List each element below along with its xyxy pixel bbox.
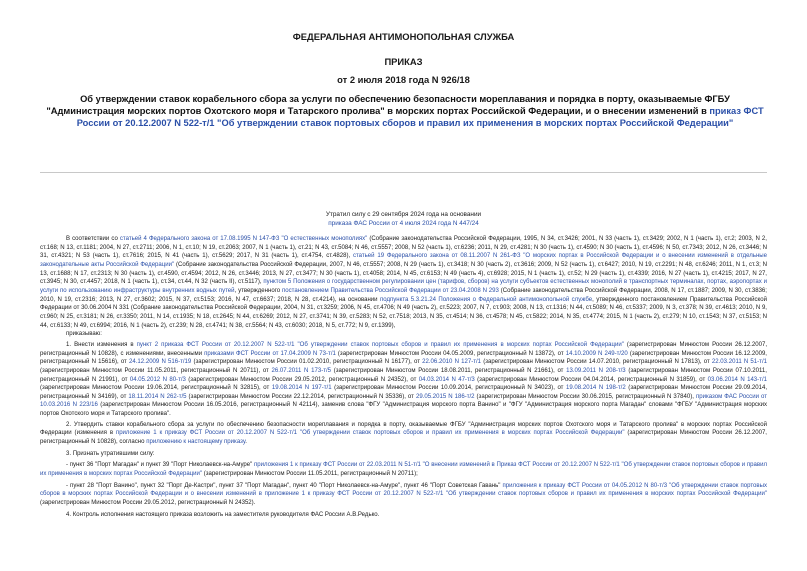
document-title xyxy=(40,93,770,129)
text-segment: (зарегистрирован Минюстом России 22.12.2014, регистрационный N 35336), от xyxy=(186,393,416,400)
lost-force-link[interactable]: приказа ФАС России от 4 июля 2024 года N 447/24 xyxy=(328,219,479,227)
reference-link[interactable]: приложения к приказу ФСТ России от 04.05.2012 N 80-т/3 "Об утверждении ставок портовых сборов в морских портах Российской Федерации и о внесении изменений в приложение 1 к приказу ФСТ России от 20.12.2007 N 522-т/1 "Об утверждении ставок портовых сборов и правил их применения в морских портах Российской Федерации" xyxy=(40,482,767,498)
order-word: приказываю: xyxy=(66,331,102,338)
item-2 xyxy=(40,421,767,447)
reference-link[interactable]: 29.05.2015 N 186-т/2 xyxy=(415,393,475,400)
text-segment: (зарегистрирован Минюстом России 18.08.2011, регистрационный N 21661), от xyxy=(331,367,567,374)
item-3-title: 3. Признать утратившими силу: xyxy=(66,450,155,457)
reference-link[interactable]: пункт 2 приказа ФСТ России от 20.12.2007 N 522-т/1 "Об утверждении ставок портовых сборов и правил их применения в морских портах Российской Федерации" xyxy=(136,341,624,348)
reference-link[interactable]: приказами ФСТ России от 17.04.2009 N 73-т/1 xyxy=(204,350,336,357)
item-3a xyxy=(40,461,767,478)
text-segment: (зарегистрирован Минюстом России 04.04.2014, регистрационный N 31859), от xyxy=(474,376,708,383)
text-segment: (зарегистрирован Минюстом России 11.05.2011, регистрационный N 20711), от xyxy=(40,367,272,374)
text-segment: (зарегистрирован Минюстом России 01.02.2010, регистрационный N 16177), от xyxy=(191,359,423,366)
reference-link[interactable]: статьей 19 Федерального закона от 08.11.2007 N 261-ФЗ "О морских портах в Российской Федерации и о внесении изменений в отдельные законодательные акты Российской Федерации" xyxy=(40,253,767,268)
reference-link[interactable]: приложению к настоящему приказу xyxy=(146,439,246,446)
text-segment: (зарегистрирован Минюстом России 29.05.2012, регистрационный N 24352). xyxy=(40,500,256,507)
reference-link[interactable]: 19.08.2014 N 197-т/1 xyxy=(271,385,332,392)
item-4: 4. Контроль исполнения настоящего приказа возложить на заместителя руководителя ФАС России А.В.Редько. xyxy=(66,511,380,518)
reference-link[interactable]: пунктом 5 Положения о государственном регулировании цен (тарифов, сборов) на услуги субъектов естественных монополий в транспортных терминалах, портах, аэропортах и услуги по использованию инфраструктуры внутренних водных путей xyxy=(40,279,767,294)
text-segment: - пункт 28 "Порт Ванино", пункт 32 "Порт Де-Кастри", пункт 37 "Порт Магадан", пункт 40 "Порт Николаевск-на-Амуре", пункт 46 "Порт Советская Гавань" xyxy=(66,482,503,489)
lost-force-text: Утратил силу с 29 сентября 2024 года на основании xyxy=(325,211,482,218)
reference-link[interactable]: постановлением Правительства Российской Федерации от 23.04.2008 N 293 xyxy=(282,287,499,294)
text-segment: (зарегистрирован Минюстом России 04.05.2009, регистрационный N 13872), от xyxy=(335,350,566,357)
text-segment: 1. Внести изменения в xyxy=(66,341,137,348)
text-segment: (Собрание законодательства Российской Федерации, 2008, N 17, ст.1887; 2009, N 30, ст.3836; 2010, N 19, ст.2316; 2013, N 27, ст.3602; 2015, N 37, ст.5153; 2016, N 47, ст.6637; 2018, N 28, ст.4214), на основании xyxy=(40,287,767,303)
title-link[interactable]: приказ ФСТ России от 20.12.2007 N 522-т/1 "Об утверждении ставок портовых сборов и правил их применения в морских портах Российской Федерации" xyxy=(76,106,764,128)
reference-link[interactable]: 22.03.2011 N 51-т/1 xyxy=(711,359,767,366)
text-segment: (зарегистрирован Минюстом России 26.12.2007, регистрационный N 10828), согласно xyxy=(40,430,767,446)
lost-force-note xyxy=(0,211,807,228)
text-segment: , утвержденного xyxy=(234,287,282,294)
item-1 xyxy=(40,341,767,419)
text-segment: (зарегистрирован Минюстом России 16.12.2009, регистрационный N 15616), от xyxy=(40,350,767,366)
text-segment: 2. Утвердить ставки корабельного сбора за услуги по обеспечению безопасности мореплавания и порядка в порту, оказываемые ФГБУ "Администрация морских портов Охотского моря и Татарского пролива" в морских портах Российской Федерации (изменения в xyxy=(40,421,767,437)
reference-link[interactable]: приказом ФАС России от 10.03.2016 N 223/16 xyxy=(40,393,767,409)
text-segment: (Собрание законодательства Российской Федерации, 2007, N 46, ст.5557; 2008, N 29 (часть 1), ст.3418; N 30 (часть 2), ст.3616; 2009, N 52 (часть 1), ст.6427; 2010, N 19, ст.2291; N 48, ст.6246; 2011, N 1, ст.3; N 13, ст.1688; N 17, ст.2313; N 30 (часть 1), ст.4590, ст.4594; 2012, N 26, ст.3446; 2013, N 27, ст.3477; N 30 (часть 1), ст.4058; 2014, N 45, ст.6153; N 49 (часть 4), ст.6928; 2015, N 1 (часть 1), ст.52; N 29 (часть 1), ст.4339; 2016, N 27 (часть 1), ст.4215; 2017, N 27, ст.3945; N 30, ст.4457; 2018, N 1 (часть 1), ст.34, ст.44, N 32 (часть II), ст.5117), xyxy=(40,261,767,286)
reference-link[interactable]: 26.07.2011 N 173-т/5 xyxy=(271,367,332,374)
reference-link[interactable]: 03.06.2014 N 143-т/1 xyxy=(707,376,767,383)
preamble xyxy=(40,235,767,330)
text-segment: (зарегистрирован Минюстом России 26.12.2007, регистрационный N 10828), с изменениями, внесенными xyxy=(40,341,767,357)
reference-link[interactable]: статьей 4 Федерального закона от 17.08.1995 N 147-ФЗ "О естественных монополиях" xyxy=(119,236,368,242)
text-segment: (зарегистрирован Минюстом России 30.06.2015, регистрационный N 37840), xyxy=(474,393,696,400)
reference-link[interactable]: 22.06.2010 N 127-т/1 xyxy=(422,359,482,366)
text-segment: В соответствии со xyxy=(66,236,120,242)
text-segment: (зарегистрирован Минюстом России 16.05.2016, регистрационный N 42114), заменив слова "ФГУ "Администрация морского порта Ванино" и "ФГУ "Администрация морского порта Магадан" словами "ФГБУ "Администрация морских портов Охотского моря и Татарского пролива". xyxy=(40,402,767,418)
document-body xyxy=(40,235,767,519)
divider xyxy=(40,172,767,173)
reference-link[interactable]: приложение 1 к приказу ФСТ России от 20.12.2007 N 522-т/1 "Об утверждении ставок портовых сборов и правил их применения в морских портах Российской Федерации" xyxy=(115,430,625,437)
reference-link[interactable]: 13.09.2011 N 208-т/3 xyxy=(566,367,626,374)
reference-link[interactable]: 18.11.2014 N 262-т/5 xyxy=(128,393,187,400)
reference-link[interactable]: 04.03.2014 N 47-т/3 xyxy=(418,376,475,383)
text-segment: (зарегистрирован Минюстом России 10.09.2014, регистрационный N 34023), от xyxy=(331,385,567,392)
reference-link[interactable]: 14.10.2009 N 249-т/20 xyxy=(565,350,628,357)
reference-link[interactable]: 04.05.2012 N 80-т/3 xyxy=(129,376,186,383)
text-segment: - пункт 36 "Порт Магадан" и пункт 39 "Порт Николаевск-на-Амуре" xyxy=(66,462,255,469)
reference-link[interactable]: 24.12.2009 N 516-т/19 xyxy=(129,359,192,366)
document-type: ПРИКАЗ xyxy=(384,56,423,67)
text-segment: (Собрание законодательства Российской Федерации, 1995, N 34, ст.3426; 2001, N 33 (часть 1), ст.3429; 2002, N 1 (часть 1), ст.2; 2003, N 2, ст.168; N 13, ст.1181; 2004, N 27, ст.2711; 2006, N 1, ст.10; N 19, ст.2063; 2007, N 1 (часть 1), ст.21; N 43, ст.5084; N 46, ст.5557; 2008, N 52 (часть 1), ст.6236; 2011, N 29, ст.4281; N 30 (часть 1), ст.4590; N 30 (часть 1), ст.4596; N 50, ст.7343; 2012, N 26, ст.3446; N 31, ст.4321; N 53 (часть 1), ст.7616; 2015, N 41 (часть 1), ст.5629; 2017, N 31 (часть 1), ст.4754, ст.4828), xyxy=(40,236,767,260)
text-segment: (зарегистрирован Минюстом России 11.05.2011, регистрационный N 20711); xyxy=(202,471,418,478)
document-date: от 2 июля 2018 года N 926/18 xyxy=(337,74,470,85)
text-segment: (зарегистрирован Минюстом России 29.09.2014, регистрационный N 34169), от xyxy=(40,385,768,400)
text-segment: (зарегистрирован Минюстом России 19.06.2014, регистрационный N 32815), от xyxy=(40,385,272,392)
text-segment: , утвержденного постановлением Правительства Российской Федерации от 30.06.2004 N 331 (Собрание законодательства Российской Федерации, 2004, N 31, ст.3259; 2006, N 45, ст.4706; N 49 (часть 2), ст.5223; 2007, N 7, ст.903; 2008, N 13, ст.1316; N 44, ст.5089; N 46, ст.5337; 2009, N 3, ст.378; N 39, ст.4613; 2010, N 9, ст.960; N 25, ст.3181; N 26, ст.3350; 2011, N 14, ст.1935; N 18, ст.2645; N 44, ст.6269; 2012, N 27, ст.3741; N 39, ст.5283; N 52, ст.7518; 2013, N 35, ст.4514; N 36, ст.4578; N 45, ст.5822; 2014, N 35, ст.4774; 2015, N 1 (часть 2), ст.279; N 10, ст.1543; N 37, ст.5153; N 44, ст.6133; N 49, ст.6994; 2016, N 1 (часть 2), ст.239; N 28, ст.4741; N 38, ст.5564; N 43, ст.6030; 2018, N 5, ст.772; N 9, ст.1399), xyxy=(40,296,767,329)
title-text: Об утверждении ставок корабельного сбора за услуги по обеспечению безопасности мореплавания и порядка в порту, оказываемые ФГБУ "Администрация морских портов Охотского моря и Татарского пролива" в морских портах Российской Федерации, и о внесении изменений в xyxy=(46,94,730,116)
agency-name: ФЕДЕРАЛЬНАЯ АНТИМОНОПОЛЬНАЯ СЛУЖБА xyxy=(292,31,515,42)
item-3b xyxy=(40,482,767,508)
text-segment: . xyxy=(245,439,247,446)
text-segment: (зарегистрирован Минюстом России 07.10.2011, регистрационный N 21991), от xyxy=(40,367,767,383)
text-segment: (зарегистрирован Минюстом России 14.07.2010, регистрационный N 17813), от xyxy=(481,359,712,366)
reference-link[interactable]: подпункта 5.3.21.24 Положения о Федеральной антимонопольной службе xyxy=(379,296,593,303)
text-segment: (зарегистрирован Минюстом России 29.05.2012, регистрационный N 24352), от xyxy=(185,376,419,383)
reference-link[interactable]: 19.08.2014 N 198-т/2 xyxy=(566,385,626,392)
reference-link[interactable]: приложения 1 к приказу ФСТ России от 22.03.2011 N 51-т/1 "О внесении изменений в Приказ ФСТ России от 20.12.2007 N 522-т/1 "Об утверждении ставок портовых сборов и правил их применения в морских портах Российской Федерации" xyxy=(40,462,767,478)
